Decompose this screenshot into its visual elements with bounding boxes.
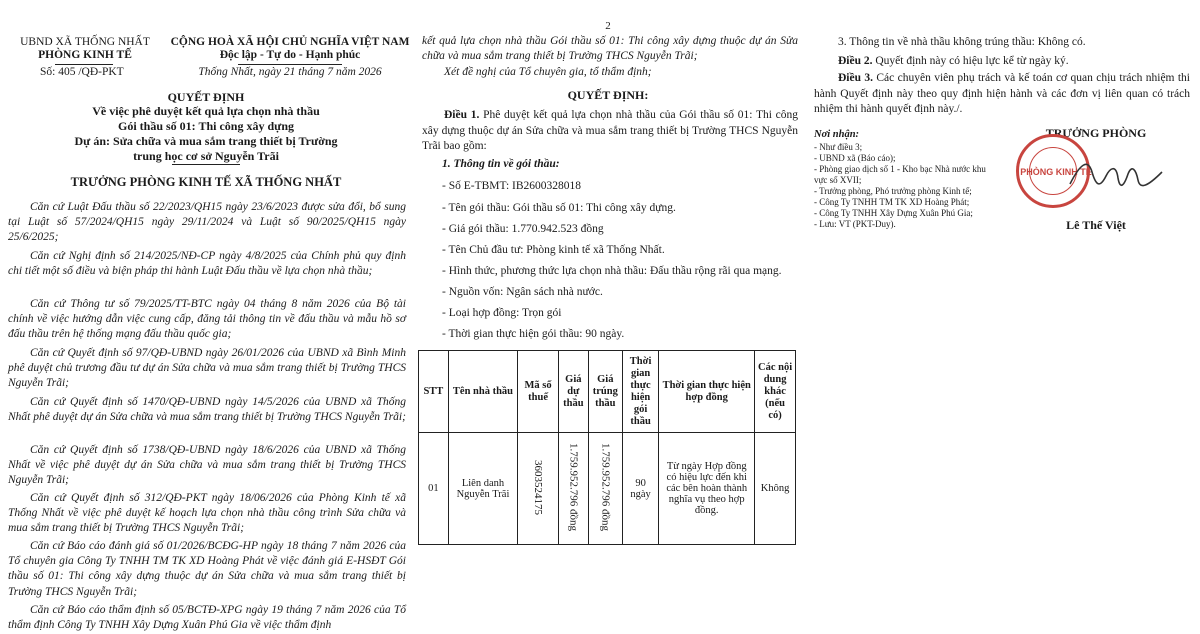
recipient: - Trưởng phòng, Phó trưởng phòng Kinh tế; xyxy=(814,186,972,196)
agency-name: UBND XÃ THỐNG NHẤT xyxy=(20,36,150,48)
table-cell xyxy=(518,433,559,545)
legal-basis: Căn cứ Báo cáo đánh giá số 01/2026/BCĐG-HP ngày 18 tháng 7 năm 2026 của Tổ chuyên gia Công Ty TNHH TM TK XD Hoàng Phát về việc đánh giá E-HSĐT Gói thầu số 01: Thi công xây dựng thuộc dự án Sửa chữa và mua sắm trang thiết bị Trường THCS Nguyễn Trãi; xyxy=(8,540,406,598)
recipient: - UBND xã (Báo cáo); xyxy=(814,153,896,163)
table-cell: Liên danh Nguyễn Trãi xyxy=(448,433,517,545)
table-cell xyxy=(588,433,622,545)
table-header: Giá dự thầu xyxy=(558,351,588,433)
legal-basis: Căn cứ Quyết định số 1738/QĐ-UBND ngày 18/6/2026 của UBND xã Thống Nhất về việc phê duyệt dự án Sửa chữa và mua sắm trang thiết bị Trường THCS Nguyễn Trãi; xyxy=(8,444,406,487)
legal-basis: Căn cứ Quyết định số 312/QĐ-PKT ngày 18/06/2026 của Phòng Kinh tế xã Thống Nhất về việc phê duyệt kế hoạch lựa chọn nhà thầu công trình Sửa chữa và mua sắm trang thiết bị Trường THCS Nguyễn Trãi; xyxy=(8,492,406,535)
legal-basis: Căn cứ Thông tư số 79/2025/TT-BTC ngày 04 tháng 8 năm 2026 của Bộ tài chính về việc hướng dẫn việc cung cấp, đăng tải thông tin về đấu thầu và mẫu hồ sơ đấu thầu trên hệ thống mạng đấu thầu quốc gia; xyxy=(8,298,406,341)
page-1 xyxy=(0,0,412,634)
signer-title: TRƯỞNG PHÒNG xyxy=(1045,126,1147,140)
subject-line: Về việc phê duyệt kết quả lựa chọn nhà thầu xyxy=(92,104,320,118)
winning-bidder-table xyxy=(418,350,796,545)
seal-text: PHÒNG KINH TẾ xyxy=(1020,167,1092,177)
recipients-title: Nơi nhận: xyxy=(814,129,860,140)
divider xyxy=(238,64,342,65)
table-header: Mã số thuế xyxy=(518,351,559,433)
subject-line: trung học cơ sở Nguyễn Trãi xyxy=(133,149,279,163)
article-2 xyxy=(838,55,1069,67)
legal-basis: Căn cứ Nghị định số 214/2025/NĐ-CP ngày 4/8/2025 của Chính phủ quy định chi tiết một số điều và biện pháp thi hành Luật Đấu thầu về lựa chọn nhà thầu; xyxy=(8,250,406,278)
legal-basis: Căn cứ Luật Đấu thầu số 22/2023/QH15 ngày 23/6/2023 được sửa đổi, bổ sung tại Luật số 57/2024/QH15 ngày 29/11/2024 và Luật số 90/2025/QH15 ngày 25/6/2025; xyxy=(8,201,406,244)
document-number: Số: 405 /QĐ-PKT xyxy=(40,66,124,78)
bid-price: 1.759.952.796 đồng xyxy=(567,443,580,531)
department-name: PHÒNG KINH TẾ xyxy=(38,49,132,61)
article-3-text: Các chuyên viên phụ trách và kế toán cơ quan chịu trách nhiệm thi hành Quyết định này theo quy định hiện hành và các đơn vị liên quan có trách nhiệm thi hành quyết định này./. xyxy=(814,72,1190,115)
table-header: Thời gian thực hiện hợp đồng xyxy=(659,351,755,433)
article-1 xyxy=(422,108,798,155)
recipient: vực số XVII; xyxy=(814,175,862,185)
article-3-label: Điều 3. xyxy=(838,72,873,84)
table-header: Giá trúng thầu xyxy=(588,351,622,433)
table-cell: Từ ngày Hợp đồng có hiệu lực đến khi các bên hoàn thành nghĩa vụ theo hợp đồng. xyxy=(659,433,755,545)
recipient: - Công Ty TNHH Xây Dựng Xuân Phú Gia; xyxy=(814,208,973,218)
signature xyxy=(1066,150,1166,200)
table-header: Thời gian thực hiện gói thầu xyxy=(622,351,658,433)
table-cell: 01 xyxy=(419,433,449,545)
bid-info-item: - Nguồn vốn: Ngân sách nhà nước. xyxy=(442,286,603,298)
continued-text: kết quả lựa chọn nhà thầu Gói thầu số 01: Thi công xây dựng thuộc dự án Sửa chữa và mua sắm trang thiết bị Trường THCS Nguyễn Trãi; xyxy=(422,35,798,62)
document-title: QUYẾT ĐỊNH xyxy=(167,90,245,104)
recipient: - Phòng giao dịch số 1 - Kho bạc Nhà nước khu xyxy=(814,164,986,174)
winning-price: 1.759.952.796 đồng xyxy=(599,443,612,531)
legal-basis: Căn cứ Báo cáo thẩm định số 05/BCTĐ-XPG ngày 19 tháng 7 năm 2026 của Tổ thẩm định Công Ty TNHH Xây Dựng Xuân Phú Gia về việc thẩm định xyxy=(8,604,406,632)
divider xyxy=(55,64,113,65)
legal-basis: Căn cứ Quyết định số 97/QĐ-UBND ngày 26/01/2026 của UBND xã Bình Minh phê duyệt chủ trương đầu tư dự án Sửa chữa và mua sắm trang thiết bị Trường THCS Nguyễn Trãi; xyxy=(8,347,406,390)
table-cell: Không xyxy=(755,433,796,545)
bid-info-item: - Số E-TBMT: IB2600328018 xyxy=(442,180,582,192)
nation-title: CỘNG HOÀ XÃ HỘI CHỦ NGHĨA VIỆT NAM xyxy=(170,36,410,48)
consideration-text: Xét đề nghị của Tổ chuyên gia, tổ thẩm định; xyxy=(444,66,652,78)
item-3: 3. Thông tin về nhà thầu không trúng thầu: Không có. xyxy=(838,36,1086,48)
subject-line: Gói thầu số 01: Thi công xây dựng xyxy=(117,119,295,133)
table-header: Các nội dung khác (nếu có) xyxy=(755,351,796,433)
divider xyxy=(172,164,240,165)
bid-info-item: - Tên gói thầu: Gói thầu số 01: Thi công xây dựng. xyxy=(442,202,676,214)
recipient: - Công Ty TNHH TM TK XD Hoàng Phát; xyxy=(814,197,970,207)
recipient: - Như điều 3; xyxy=(814,142,863,152)
table-cell: 90 ngày xyxy=(622,433,658,545)
table-cell xyxy=(558,433,588,545)
decision-heading: QUYẾT ĐỊNH: xyxy=(567,88,649,102)
article-1-text: Phê duyệt kết quả lựa chọn nhà thầu của Gói thầu số 01: Thi công xây dựng thuộc dự án Sửa chữa và mua sắm trang thiết bị Trường THCS Nguyễn Trãi bao gồm: xyxy=(422,109,799,152)
table-header: STT xyxy=(419,351,449,433)
page-3 xyxy=(804,0,1200,634)
bid-info-item: - Hình thức, phương thức lựa chọn nhà thầu: Đấu thầu rộng rãi qua mạng. xyxy=(442,265,782,277)
issuer-title: TRƯỞNG PHÒNG KINH TẾ XÃ THỐNG NHẤT xyxy=(70,175,342,189)
article-2-text: Quyết định này có hiệu lực kể từ ngày ký. xyxy=(872,55,1069,67)
page-number: 2 xyxy=(605,20,611,32)
bid-info-item: - Thời gian thực hiện gói thầu: 90 ngày. xyxy=(442,328,625,340)
legal-basis: Căn cứ Quyết định số 1470/QĐ-UBND ngày 14/5/2026 của UBND xã Thống Nhất phê duyệt dự án Sửa chữa và mua sắm trang thiết bị Trường THCS Nguyễn Trãi; xyxy=(8,396,406,424)
tax-code: 3603524175 xyxy=(532,459,545,515)
page-2 xyxy=(412,0,804,634)
nation-motto: Độc lập - Tự do - Hạnh phúc xyxy=(219,49,361,61)
table-row xyxy=(419,433,796,545)
table-header-row xyxy=(419,351,796,433)
section-heading: 1. Thông tin về gói thầu: xyxy=(442,158,560,170)
document-date: Thống Nhất, ngày 21 tháng 7 năm 2026 xyxy=(198,66,382,78)
bid-info-item: - Giá gói thầu: 1.770.942.523 đồng xyxy=(442,223,604,235)
bid-info-item: - Loại hợp đồng: Trọn gói xyxy=(442,307,562,319)
table-header: Tên nhà thầu xyxy=(448,351,517,433)
article-2-label: Điều 2. xyxy=(838,55,873,67)
article-1-label: Điều 1. xyxy=(444,109,480,121)
subject-line: Dự án: Sửa chữa và mua sắm trang thiết bị Trường xyxy=(74,134,338,148)
recipient: - Lưu: VT (PKT-Duy). xyxy=(814,219,896,229)
signer-name: Lê Thế Việt xyxy=(1066,218,1126,232)
bid-info-item: - Tên Chủ đầu tư: Phòng kinh tế xã Thống Nhất. xyxy=(442,244,665,256)
article-3 xyxy=(814,71,1190,118)
